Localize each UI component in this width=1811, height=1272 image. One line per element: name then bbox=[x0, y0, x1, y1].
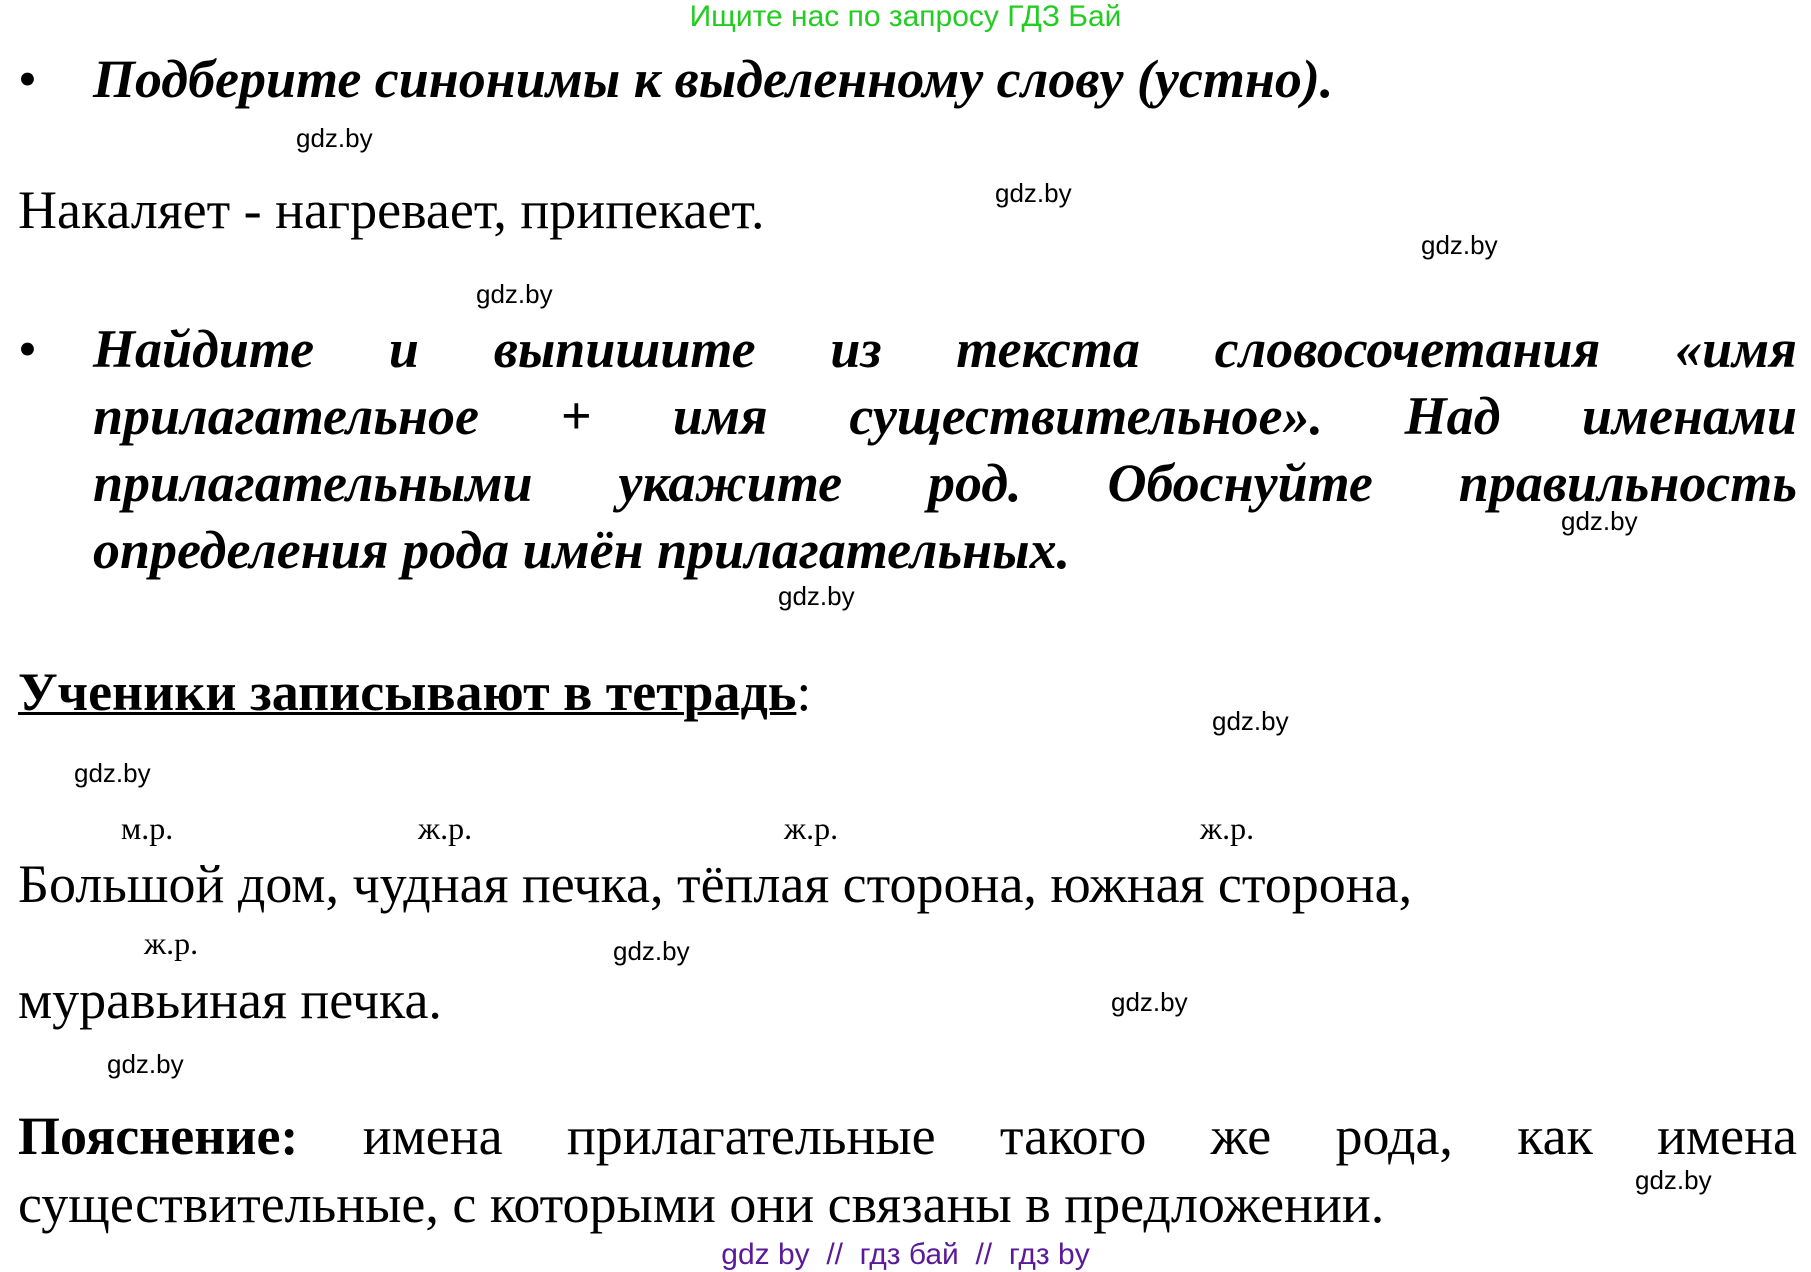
gender-label: ж.р. bbox=[1200, 810, 1255, 846]
watermark: gdz.by bbox=[107, 1049, 184, 1079]
footer-banner: gdz by // гдз бай // гдз by bbox=[721, 1238, 1090, 1271]
gender-label: ж.р. bbox=[144, 925, 199, 961]
watermark: gdz.by bbox=[778, 581, 855, 611]
explanation-label: Пояснение: bbox=[18, 1106, 299, 1166]
task-1-text: Подберите синонимы к выделенному слову (устно). bbox=[93, 49, 1334, 109]
task-2 bbox=[18, 316, 1797, 584]
watermark: gdz.by bbox=[296, 123, 373, 153]
answer-line-2: муравьиная печка. bbox=[18, 970, 442, 1030]
heading-colon: : bbox=[796, 662, 812, 722]
answer-synonyms: Накаляет - нагревает, припекает. bbox=[18, 180, 765, 240]
gender-label: ж.р. bbox=[418, 810, 473, 846]
notebook-heading-text: Ученики записывают в тетрадь bbox=[18, 662, 797, 722]
task-1 bbox=[18, 46, 1797, 113]
explanation bbox=[18, 1102, 1797, 1238]
notebook-heading bbox=[18, 662, 811, 722]
watermark: gdz.by bbox=[476, 279, 553, 309]
watermark: gdz.by bbox=[74, 758, 151, 788]
watermark: gdz.by bbox=[1212, 706, 1289, 736]
gender-label: м.р. bbox=[121, 810, 174, 846]
answer-line-1: Большой дом, чудная печка, тёплая сторона, южная сторона, bbox=[18, 854, 1413, 914]
watermark: gdz.by bbox=[1561, 506, 1638, 536]
explanation-text: имена прилагательные такого же рода, как имена существительные, с которыми они связаны в предложении. bbox=[18, 1106, 1797, 1234]
task-2-text: Найдите и выпишите из текста словосочетания «имя прилагательное + имя существительное». Над именами прилагательными укажите род. Обоснуйте правильность определения рода имён прилагательных. bbox=[93, 319, 1797, 580]
search-banner: Ищите нас по запросу ГДЗ Бай bbox=[689, 0, 1122, 33]
gender-label: ж.р. bbox=[784, 810, 839, 846]
watermark: gdz.by bbox=[995, 178, 1072, 208]
watermark: gdz.by bbox=[1111, 987, 1188, 1017]
bullet-icon: • bbox=[18, 49, 37, 109]
watermark: gdz.by bbox=[1421, 230, 1498, 260]
watermark: gdz.by bbox=[613, 936, 690, 966]
watermark: gdz.by bbox=[1635, 1165, 1712, 1195]
bullet-icon: • bbox=[18, 319, 37, 379]
